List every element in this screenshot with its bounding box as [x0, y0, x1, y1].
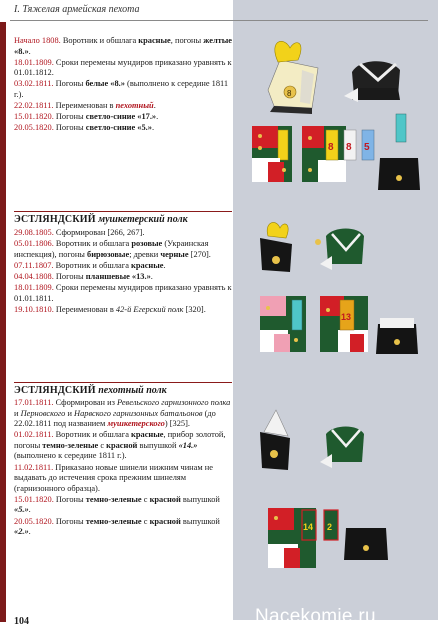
- entry-text: Нарвского гарнизонных батальонов: [74, 408, 203, 418]
- entry-date: 18.01.1809.: [14, 282, 54, 292]
- entry-date: 20.05.1820.: [14, 516, 54, 526]
- entry-text: и: [14, 408, 21, 418]
- cap-illustration: [344, 61, 400, 102]
- cartridge-pouch: [378, 158, 420, 190]
- shoulder-strap-yellow: [326, 130, 338, 160]
- entry-text: Воротник и обшлага: [53, 430, 132, 440]
- shoulder-number: 2: [327, 522, 333, 532]
- entry-text: ) [325].: [164, 419, 190, 429]
- shoulder-strap-dark-green: [302, 510, 316, 540]
- shoulder-strap-planche: [340, 300, 354, 330]
- entry-text: Погоны: [53, 112, 86, 122]
- entry-date: Начало 1808.: [14, 36, 61, 45]
- entry-date: 22.02.1811.: [14, 101, 54, 111]
- entry-text: (до 22.02.1811 под названием: [14, 408, 216, 429]
- entry: [14, 228, 232, 239]
- entry-text: Воротник и обшлага: [53, 239, 132, 249]
- uniform-plate-2: [240, 214, 430, 374]
- entry: [14, 58, 232, 79]
- entry-text: темно-зеленые: [85, 494, 142, 504]
- section-2-entries: [14, 228, 232, 316]
- entry: [14, 36, 232, 57]
- entry: [14, 398, 232, 430]
- entry-text: Сформирован из: [53, 398, 118, 407]
- entry: [14, 101, 232, 112]
- entry: [14, 305, 232, 316]
- entry: [14, 112, 232, 123]
- entry-text: с: [98, 440, 107, 450]
- entry-text: Погоны: [53, 123, 86, 133]
- title-rest: мушкетерский полк: [95, 214, 188, 225]
- entry: [14, 272, 232, 283]
- shako-illustration: [268, 41, 318, 114]
- entry-text: пехотный: [115, 101, 154, 111]
- entry-date: 01.02.1811.: [14, 430, 54, 440]
- entry-text: красные: [138, 36, 171, 45]
- entry-text: белые «8.»: [85, 79, 125, 89]
- entry-date: 19.10.1810.: [14, 304, 54, 314]
- shoulder-number: 13: [341, 312, 352, 322]
- entry-text: черные: [160, 249, 189, 259]
- entry-text: розовые: [131, 239, 163, 249]
- entry-text: красные: [131, 430, 164, 440]
- header-rule: [10, 20, 428, 21]
- section-3-title: [14, 382, 232, 396]
- entry-text: мушкетерского: [107, 419, 165, 429]
- entry-text: Сроки перемены мундиров приказано уравнять к 01.01.1811.: [14, 282, 232, 303]
- entry-text: с: [141, 516, 150, 526]
- entry-text: .: [28, 505, 31, 515]
- entry-date: 05.01.1806.: [14, 239, 54, 249]
- entry: [14, 495, 232, 516]
- entry-text: светло-синие «5.»: [85, 123, 152, 133]
- entry-text: .: [156, 112, 159, 122]
- uniform-plate-3: [240, 398, 430, 598]
- entry: [14, 430, 232, 462]
- entry-text: Погоны: [53, 79, 86, 89]
- entry-text: ; древки: [129, 249, 161, 259]
- entry-text: (выполнено к середине 1811 г.).: [14, 79, 229, 99]
- entry-text: красной: [106, 440, 138, 450]
- entry: [14, 283, 232, 304]
- entry-text: «5.»: [14, 505, 29, 515]
- entry-text: (Украинская инспекция), погоны: [14, 239, 209, 259]
- entry-text: Погоны: [53, 271, 86, 281]
- entry-text: бирюзовые: [87, 249, 130, 259]
- entry-text: .: [151, 123, 155, 133]
- entry-text: красной: [149, 494, 181, 504]
- entry-text: Воротник и обшлага: [60, 36, 139, 45]
- entry-text: , погоны: [170, 36, 204, 45]
- entry-text: желтые «8.»: [14, 36, 233, 56]
- entry-date: 07.11.1807.: [14, 260, 54, 270]
- watermark: Nacekomie.ru: [255, 606, 376, 627]
- cartridge-pouch: [376, 318, 418, 354]
- entry-text: «14.»: [178, 440, 198, 450]
- entry-text: с: [141, 494, 150, 504]
- entry-text: .: [150, 271, 153, 281]
- entry-text: выпушкой: [137, 440, 179, 450]
- entry-date: 11.02.1811.: [14, 462, 54, 472]
- entry-text: 42-й Егерский полк: [115, 304, 184, 314]
- entry-text: .: [28, 527, 31, 537]
- page-edge-band: [0, 22, 6, 622]
- entry-text: и: [65, 408, 75, 418]
- entry-date: 04.04.1808.: [14, 271, 54, 281]
- uniform-plate-1: [240, 30, 430, 210]
- cartridge-pouch: [344, 528, 388, 560]
- section-2-title: [14, 211, 232, 225]
- entry-text: Воротник и обшлага: [53, 260, 132, 270]
- entry-text: выпушкой: [180, 516, 220, 526]
- entry-text: Ревельского гарнизонного полка: [117, 398, 231, 407]
- entry-text: .: [153, 101, 156, 111]
- section-3-entries: [14, 398, 232, 538]
- entry: [14, 517, 232, 538]
- cap-illustration: [315, 229, 364, 271]
- entry-text: (выполнено к середине 1811 г.).: [14, 451, 127, 461]
- entry-text: [270].: [188, 249, 211, 259]
- uniform-coat-left: [260, 296, 306, 352]
- shoulder-number: 5: [364, 142, 370, 153]
- uniform-coat-left: [252, 126, 292, 182]
- entry-text: светло-синие «17.»: [85, 112, 157, 122]
- entry-text: .: [28, 46, 31, 56]
- section-1-entries: [14, 36, 232, 134]
- entry-text: красные: [131, 260, 164, 270]
- shoulder-number: 8: [328, 142, 334, 153]
- entry-text: Перновского: [20, 408, 66, 418]
- entry-text: Погоны: [53, 494, 86, 504]
- shoulder-strap-dark-green: [324, 510, 338, 540]
- shako-illustration: [260, 222, 292, 272]
- title-upper: ЭСТЛЯНДСКИЙ: [14, 214, 96, 225]
- shako-number: 8: [287, 89, 292, 98]
- entry-text: Погоны: [53, 516, 86, 526]
- uniform-coat-right: [302, 126, 346, 182]
- entry: [14, 261, 232, 272]
- shoulder-number: 14: [303, 522, 314, 532]
- title-upper: ЭСТЛЯНДСКИЙ: [14, 385, 96, 396]
- page-header: [0, 0, 438, 22]
- entry: [14, 123, 232, 134]
- shoulder-strap-white: [344, 130, 356, 160]
- entry-text: «2.»: [14, 527, 29, 537]
- entry-text: Сформирован [266, 267].: [53, 228, 145, 237]
- entry-date: 18.01.1809.: [14, 57, 54, 67]
- entry-text: , прибор золотой, погоны: [14, 430, 226, 450]
- entry: [14, 463, 232, 495]
- entry-date: 03.02.1811.: [14, 79, 54, 89]
- entry-text: Приказано новые шинели нижним чинам не выдавать до истечения срока прежним шинелям (гарнизонного образца).: [14, 462, 213, 493]
- entry-date: 15.01.1820.: [14, 112, 54, 122]
- cap-illustration: [320, 427, 364, 469]
- entry-date: 20.05.1820.: [14, 123, 54, 133]
- entry-text: .: [163, 260, 166, 270]
- entry-text: темно-зеленые: [42, 440, 99, 450]
- entry-date: 29.08.1805.: [14, 228, 54, 237]
- shoulder-strap-light-blue: [362, 130, 374, 160]
- shoulder-number: 8: [346, 142, 352, 153]
- entry-text: Переименован в: [53, 304, 116, 314]
- running-title: I. Тяжелая армейская пехота: [14, 4, 140, 15]
- standing-strap-turquoise: [396, 114, 406, 142]
- entry-text: планшевые «13.»: [85, 271, 151, 281]
- entry-text: Переименован в: [53, 101, 116, 111]
- entry-text: [320].: [183, 304, 206, 314]
- entry-date: 15.01.1820.: [14, 494, 54, 504]
- title-rest: пехотный полк: [95, 385, 167, 396]
- entry: [14, 239, 232, 260]
- page-number: 104: [14, 616, 29, 627]
- entry-date: 17.01.1811.: [14, 398, 54, 407]
- entry-text: темно-зеленые: [85, 516, 142, 526]
- entry: [14, 79, 232, 100]
- entry-text: выпушкой: [180, 494, 220, 504]
- entry-text: красной: [149, 516, 181, 526]
- entry-text: Сроки перемены мундиров приказано уравнять к 01.01.1812.: [14, 57, 232, 78]
- shako-illustration: [260, 410, 290, 470]
